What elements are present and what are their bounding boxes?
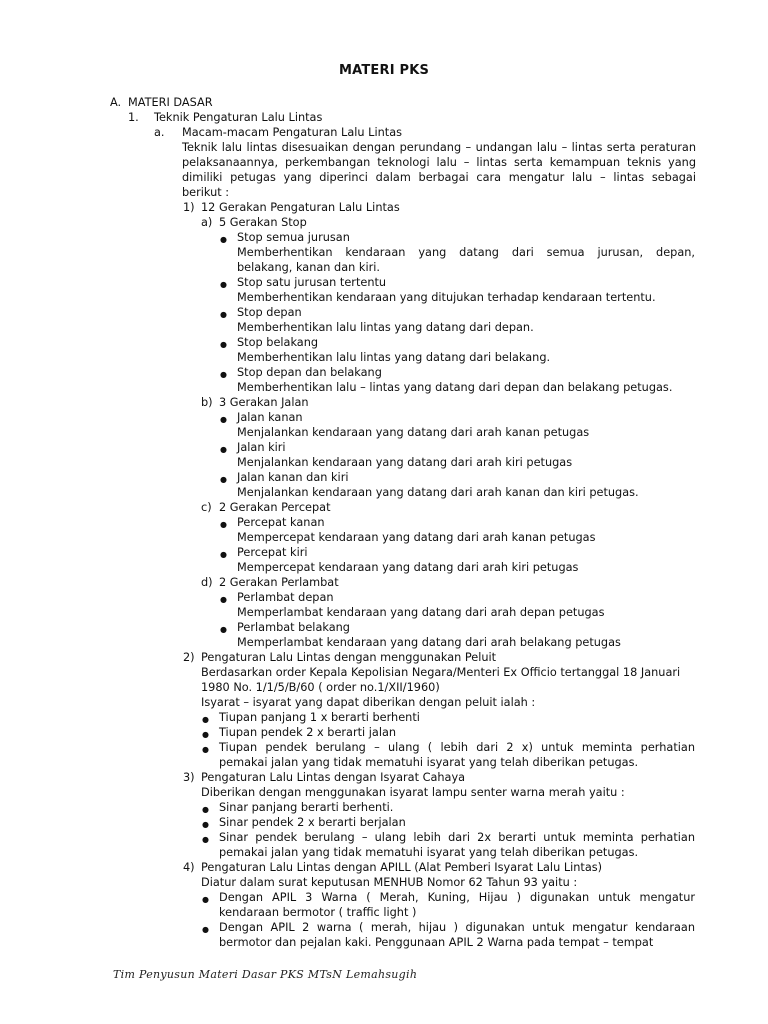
intro-line <box>0 140 768 155</box>
sub-item-desc <box>0 260 768 275</box>
bullet-text: Dengan APIL 3 Warna ( Merah, Kuning, Hijau ) digunakan untuk mengatur <box>219 891 695 904</box>
sub-item-desc <box>0 635 768 650</box>
sub-item-desc <box>0 560 768 575</box>
line-text: Teknik lalu lintas disesuaikan dengan perundang – undangan lalu – lintas serta peraturan <box>182 141 696 154</box>
line-text: Memperlambat kendaraan yang datang dari arah belakang petugas <box>237 636 621 649</box>
bullet-text: Percepat kiri <box>237 546 308 559</box>
line-text: pelaksanaannya, perkembangan teknologi lalu – lintas serta kemampuan teknis yang <box>182 156 696 169</box>
bullet-icon: ● <box>220 235 227 244</box>
g1c-heading <box>0 500 768 515</box>
list-marker: a) <box>201 216 213 229</box>
bullet-text: Dengan APIL 2 warna ( merah, hijau ) digunakan untuk mengatur kendaraan <box>219 921 695 934</box>
list-marker: c) <box>201 501 212 514</box>
bullet-icon: ● <box>220 370 227 379</box>
line-text: Memberhentikan kendaraan yang datang dari semua jurusan, depan, <box>237 246 695 259</box>
document-body <box>0 95 768 950</box>
group-1-heading <box>0 200 768 215</box>
bullet-icon: ● <box>220 475 227 484</box>
g2-text <box>0 695 768 710</box>
sub-item-desc <box>0 290 768 305</box>
bullet-icon: ● <box>220 520 227 529</box>
sub-item-title <box>0 335 768 350</box>
item-a-heading <box>0 125 768 140</box>
g1b-heading <box>0 395 768 410</box>
bullet-text: Perlambat belakang <box>237 621 350 634</box>
bullet-icon: ● <box>220 340 227 349</box>
bullet-text: Jalan kanan <box>237 411 303 424</box>
intro-line <box>0 155 768 170</box>
bullet-icon: ● <box>220 415 227 424</box>
intro-line <box>0 170 768 185</box>
line-text: Memberhentikan lalu lintas yang datang dari depan. <box>237 321 534 334</box>
sub-item-title <box>0 590 768 605</box>
bullet-icon: ● <box>202 805 209 814</box>
line-text: belakang, kanan dan kiri. <box>237 261 380 274</box>
line-text: Memberhentikan lalu lintas yang datang dari belakang. <box>237 351 551 364</box>
bullet-text: Tiupan panjang 1 x berarti berhenti <box>219 711 420 724</box>
g2-bullet <box>0 740 768 755</box>
g3-heading <box>0 770 768 785</box>
intro-line <box>0 185 768 200</box>
bullet-icon: ● <box>220 280 227 289</box>
bullet-text: Jalan kiri <box>237 441 286 454</box>
sub-item-title <box>0 440 768 455</box>
sub-item-desc <box>0 605 768 620</box>
sub-item-desc <box>0 245 768 260</box>
g4-heading <box>0 860 768 875</box>
g4-bullet-cont <box>0 935 768 950</box>
sub-item-title <box>0 515 768 530</box>
line-text: bermotor dan pejalan kaki. Penggunaan APIL 2 Warna pada tempat – tempat <box>219 936 654 949</box>
g3-bullet <box>0 830 768 845</box>
g1d-heading <box>0 575 768 590</box>
line-text: Isyarat – isyarat yang dapat diberikan dengan peluit ialah : <box>201 696 536 709</box>
page-footer: Tim Penyusun Materi Dasar PKS MTsN Lemahsugih <box>113 968 418 981</box>
line-text: kendaraan bermotor ( traffic light ) <box>219 906 417 919</box>
bullet-text: Tiupan pendek 2 x berarti jalan <box>219 726 397 739</box>
bullet-text: Stop depan dan belakang <box>237 366 382 379</box>
page-title: MATERI PKS <box>338 63 430 78</box>
list-label: Macam-macam Pengaturan Lalu Lintas <box>182 126 402 139</box>
bullet-text: Tiupan pendek berulang – ulang ( lebih dari 2 x) untuk meminta perhatian <box>219 741 695 754</box>
bullet-icon: ● <box>202 730 209 739</box>
line-text: Menjalankan kendaraan yang datang dari arah kanan dan kiri petugas. <box>237 486 639 499</box>
list-marker: d) <box>201 576 213 589</box>
g2-text <box>0 665 768 680</box>
sub-item-title <box>0 545 768 560</box>
bullet-text: Stop depan <box>237 306 302 319</box>
list-label: 5 Gerakan Stop <box>219 216 307 229</box>
bullet-text: Stop belakang <box>237 336 319 349</box>
list-label: 12 Gerakan Pengaturan Lalu Lintas <box>201 201 400 214</box>
list-label: Pengaturan Lalu Lintas dengan Isyarat Cahaya <box>201 771 466 784</box>
line-text: pemakai jalan yang tidak mematuhi isyarat yang telah diberikan petugas. <box>219 756 639 769</box>
list-marker: 1. <box>128 111 139 124</box>
line-text: 1980 No. 1/1/5/B/60 ( order no.1/XII/1960) <box>201 681 440 694</box>
line-text: Berdasarkan order Kepala Kepolisian Negara/Menteri Ex Officio tertanggal 18 Januari <box>201 666 681 679</box>
g2-heading <box>0 650 768 665</box>
g3-bullet <box>0 815 768 830</box>
line-text: Memberhentikan kendaraan yang ditujukan terhadap kendaraan tertentu. <box>237 291 656 304</box>
list-marker: a. <box>154 126 165 139</box>
list-label: Pengaturan Lalu Lintas dengan APILL (Alat Pemberi Isyarat Lalu Lintas) <box>201 861 603 874</box>
line-text: Mempercepat kendaraan yang datang dari arah kanan petugas <box>237 531 596 544</box>
sub-item-title <box>0 410 768 425</box>
list-label: 3 Gerakan Jalan <box>219 396 309 409</box>
sub-item-title <box>0 365 768 380</box>
sub-item-desc <box>0 320 768 335</box>
sub-item-desc <box>0 485 768 500</box>
list-label: Teknik Pengaturan Lalu Lintas <box>154 111 323 124</box>
list-label: Pengaturan Lalu Lintas dengan menggunakan Peluit <box>201 651 497 664</box>
bullet-text: Percepat kanan <box>237 516 325 529</box>
sub-item-desc <box>0 455 768 470</box>
sub-item-title <box>0 620 768 635</box>
list-marker: A. <box>110 96 122 109</box>
bullet-text: Stop satu jurusan tertentu <box>237 276 387 289</box>
g2-bullet-cont <box>0 755 768 770</box>
g3-text <box>0 785 768 800</box>
g1a-heading <box>0 215 768 230</box>
g4-bullet-cont <box>0 905 768 920</box>
g4-bullet <box>0 890 768 905</box>
line-text: Memberhentikan lalu – lintas yang datang dari depan dan belakang petugas. <box>237 381 673 394</box>
bullet-icon: ● <box>202 925 209 934</box>
line-text: berikut : <box>182 186 230 199</box>
item-1-heading <box>0 110 768 125</box>
bullet-text: Jalan kanan dan kiri <box>237 471 349 484</box>
bullet-text: Sinar panjang berarti berhenti. <box>219 801 394 814</box>
sub-item-desc <box>0 425 768 440</box>
list-label: MATERI DASAR <box>128 96 213 109</box>
list-label: 2 Gerakan Percepat <box>219 501 331 514</box>
g4-text <box>0 875 768 890</box>
bullet-icon: ● <box>220 310 227 319</box>
g2-bullet <box>0 725 768 740</box>
line-text: Diberikan dengan menggunakan isyarat lampu senter warna merah yaitu : <box>201 786 625 799</box>
bullet-text: Sinar pendek 2 x berarti berjalan <box>219 816 406 829</box>
bullet-icon: ● <box>220 595 227 604</box>
list-marker: 1) <box>183 201 195 214</box>
g3-bullet-cont <box>0 845 768 860</box>
list-label: 2 Gerakan Perlambat <box>219 576 339 589</box>
sub-item-desc <box>0 530 768 545</box>
bullet-icon: ● <box>220 625 227 634</box>
line-text: Memperlambat kendaraan yang datang dari arah depan petugas <box>237 606 605 619</box>
g2-bullet <box>0 710 768 725</box>
line-text: pemakai jalan yang tidak mematuhi isyarat yang telah diberikan petugas. <box>219 846 639 859</box>
line-text: Menjalankan kendaraan yang datang dari arah kanan petugas <box>237 426 590 439</box>
bullet-icon: ● <box>202 820 209 829</box>
bullet-icon: ● <box>220 550 227 559</box>
bullet-text: Perlambat depan <box>237 591 334 604</box>
sub-item-title <box>0 275 768 290</box>
sub-item-title <box>0 305 768 320</box>
g3-bullet <box>0 800 768 815</box>
sub-item-desc <box>0 380 768 395</box>
section-a-heading <box>0 95 768 110</box>
list-marker: b) <box>201 396 213 409</box>
sub-item-desc <box>0 350 768 365</box>
bullet-icon: ● <box>202 835 209 844</box>
bullet-icon: ● <box>202 745 209 754</box>
g4-bullet <box>0 920 768 935</box>
list-marker: 4) <box>183 861 195 874</box>
line-text: Menjalankan kendaraan yang datang dari arah kiri petugas <box>237 456 573 469</box>
bullet-icon: ● <box>202 895 209 904</box>
bullet-text: Sinar pendek berulang – ulang lebih dari 2x berarti untuk meminta perhatian <box>219 831 695 844</box>
bullet-icon: ● <box>202 715 209 724</box>
list-marker: 3) <box>183 771 195 784</box>
line-text: dimiliki petugas yang diperinci dalam berbagai cara mengatur lalu – lintas sebagai <box>182 171 696 184</box>
bullet-icon: ● <box>220 445 227 454</box>
list-marker: 2) <box>183 651 195 664</box>
line-text: Mempercepat kendaraan yang datang dari arah kiri petugas <box>237 561 579 574</box>
bullet-text: Stop semua jurusan <box>237 231 350 244</box>
line-text: Diatur dalam surat keputusan MENHUB Nomor 62 Tahun 93 yaitu : <box>201 876 578 889</box>
g2-text <box>0 680 768 695</box>
sub-item-title <box>0 470 768 485</box>
sub-item-title <box>0 230 768 245</box>
